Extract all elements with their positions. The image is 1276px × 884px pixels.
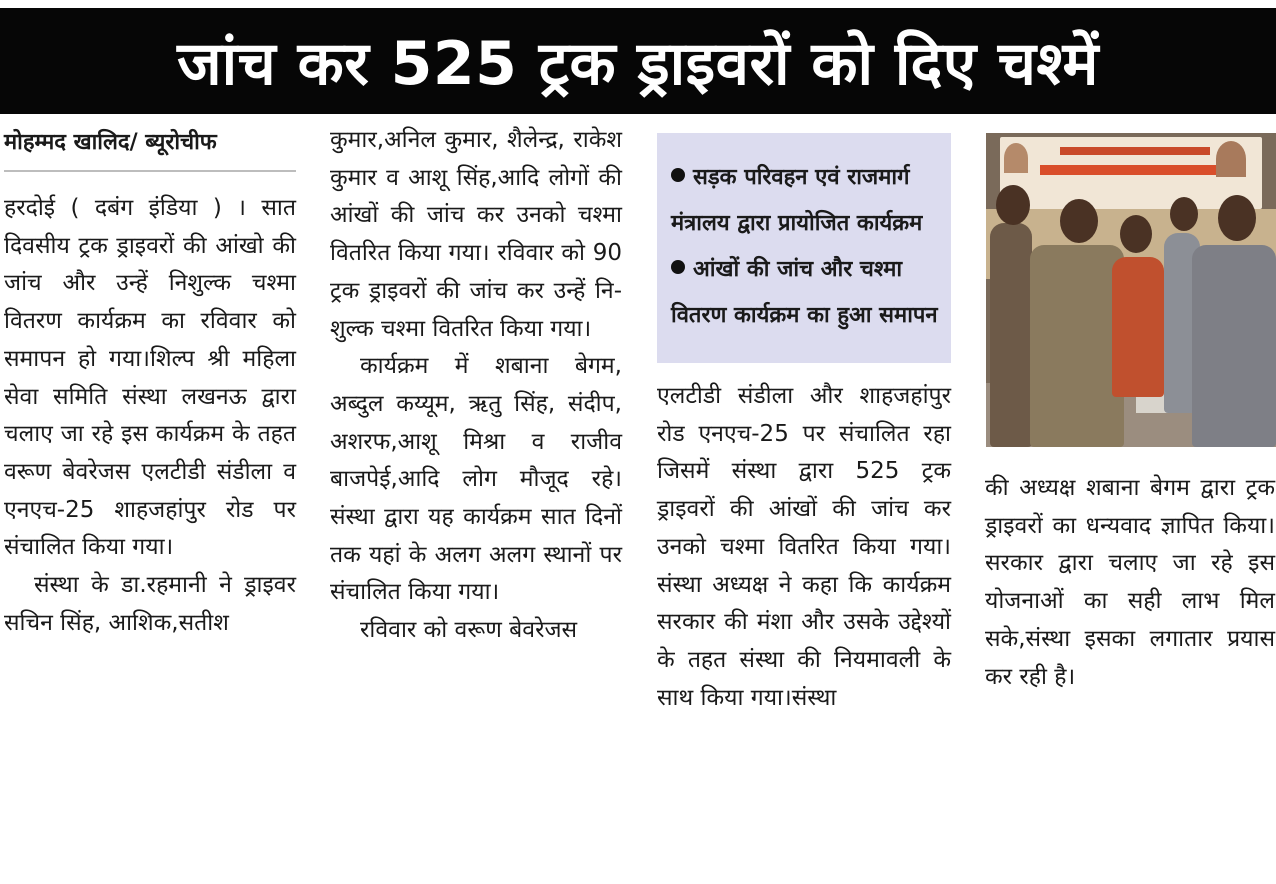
highlight-box bbox=[657, 133, 951, 363]
byline: मोहम्मद खालिद/ ब्यूरोचीफ bbox=[4, 122, 296, 172]
paragraph: संस्था के डा.रहमानी ने ड्राइवर सचिन सिंह, आशिक,सतीश bbox=[4, 572, 296, 636]
paragraph: एलटीडी संडीला और शाहजहांपुर रोड एनएच-25 पर संचालित रहा जिसमें संस्था द्वारा 525 ट्रक ड्राइवरों की आंखों की जांच कर उनको चश्मा वितरित किया गया। संस्था अध्यक्ष ने कहा कि कार्यक्रम सरकार की मंशा और उसके उद्देश्यों के तहत संस्था की नियमावली के साथ किया गया।संस्था bbox=[657, 383, 951, 711]
article-column-4 bbox=[985, 470, 1275, 696]
highlight-item bbox=[671, 247, 939, 339]
paragraph: हरदोई ( दबंग इंडिया ) । सात दिवसीय ट्रक ड्राइवरों की आंखो की जांच और उन्हें निशुल्क चश्मा वितरण कार्यक्रम का रविवार को समापन हो गया।शिल्प श्री महिला सेवा समिति संस्था लखनऊ द्वारा चलाए जा रहे इस कार्यक्रम के तहत वरूण बेवरेजस एलटीडी संडीला व एनएच-25 शाहजहांपुर रोड पर संचालित किया गया। bbox=[4, 195, 296, 561]
highlight-item bbox=[671, 155, 939, 247]
highlight-text: सड़क परिवहन एवं राजमार्ग मंत्रालय द्वारा प्रायोजित कार्यक्रम bbox=[671, 165, 923, 236]
bullet-icon bbox=[671, 260, 685, 274]
paragraph: की अध्यक्ष शबाना बेगम द्वारा ट्रक ड्राइवरों का धन्यवाद ज्ञापित किया। सरकार द्वारा चलाए जा रहे इस योजनाओं का सही लाभ मिल सके,संस्था इसका लगातार प्रयास कर रही है। bbox=[985, 475, 1275, 690]
paragraph: रविवार को वरूण बेवरेजस bbox=[360, 617, 578, 644]
article-column-1 bbox=[4, 122, 296, 642]
bullet-icon bbox=[671, 168, 685, 182]
paragraph: कार्यक्रम में शबाना बेगम, अब्दुल कय्यूम, ऋतु सिंह, संदीप, अशरफ,आशू मिश्रा व राजीव बाजपेई,आदि लोग मौजूद रहे। संस्था द्वारा यह कार्यक्रम सात दिनों तक यहां के अलग अलग स्थानों पर संचालित किया गया। bbox=[330, 353, 622, 606]
paragraph: कुमार,अनिल कुमार, शैलेन्द्र, राकेश कुमार व आशू सिंह,आदि लोगों की आंखों की जांच कर उनको चश्मा वितरित किया गया। रविवार को 90 ट्रक ड्राइवरों की जांच कर उन्हें नि-शुल्क चश्मा वितरित किया गया। bbox=[330, 127, 622, 342]
photo-banner bbox=[1000, 137, 1262, 209]
highlight-text: आंखों की जांच और चश्मा वितरण कार्यक्रम का हुआ समापन bbox=[671, 257, 938, 328]
news-photo bbox=[986, 133, 1276, 447]
headline: जांच कर 525 ट्रक ड्राइवरों को दिए चश्में bbox=[0, 8, 1276, 114]
article-column-3 bbox=[657, 378, 951, 717]
article-column-2 bbox=[330, 122, 622, 650]
